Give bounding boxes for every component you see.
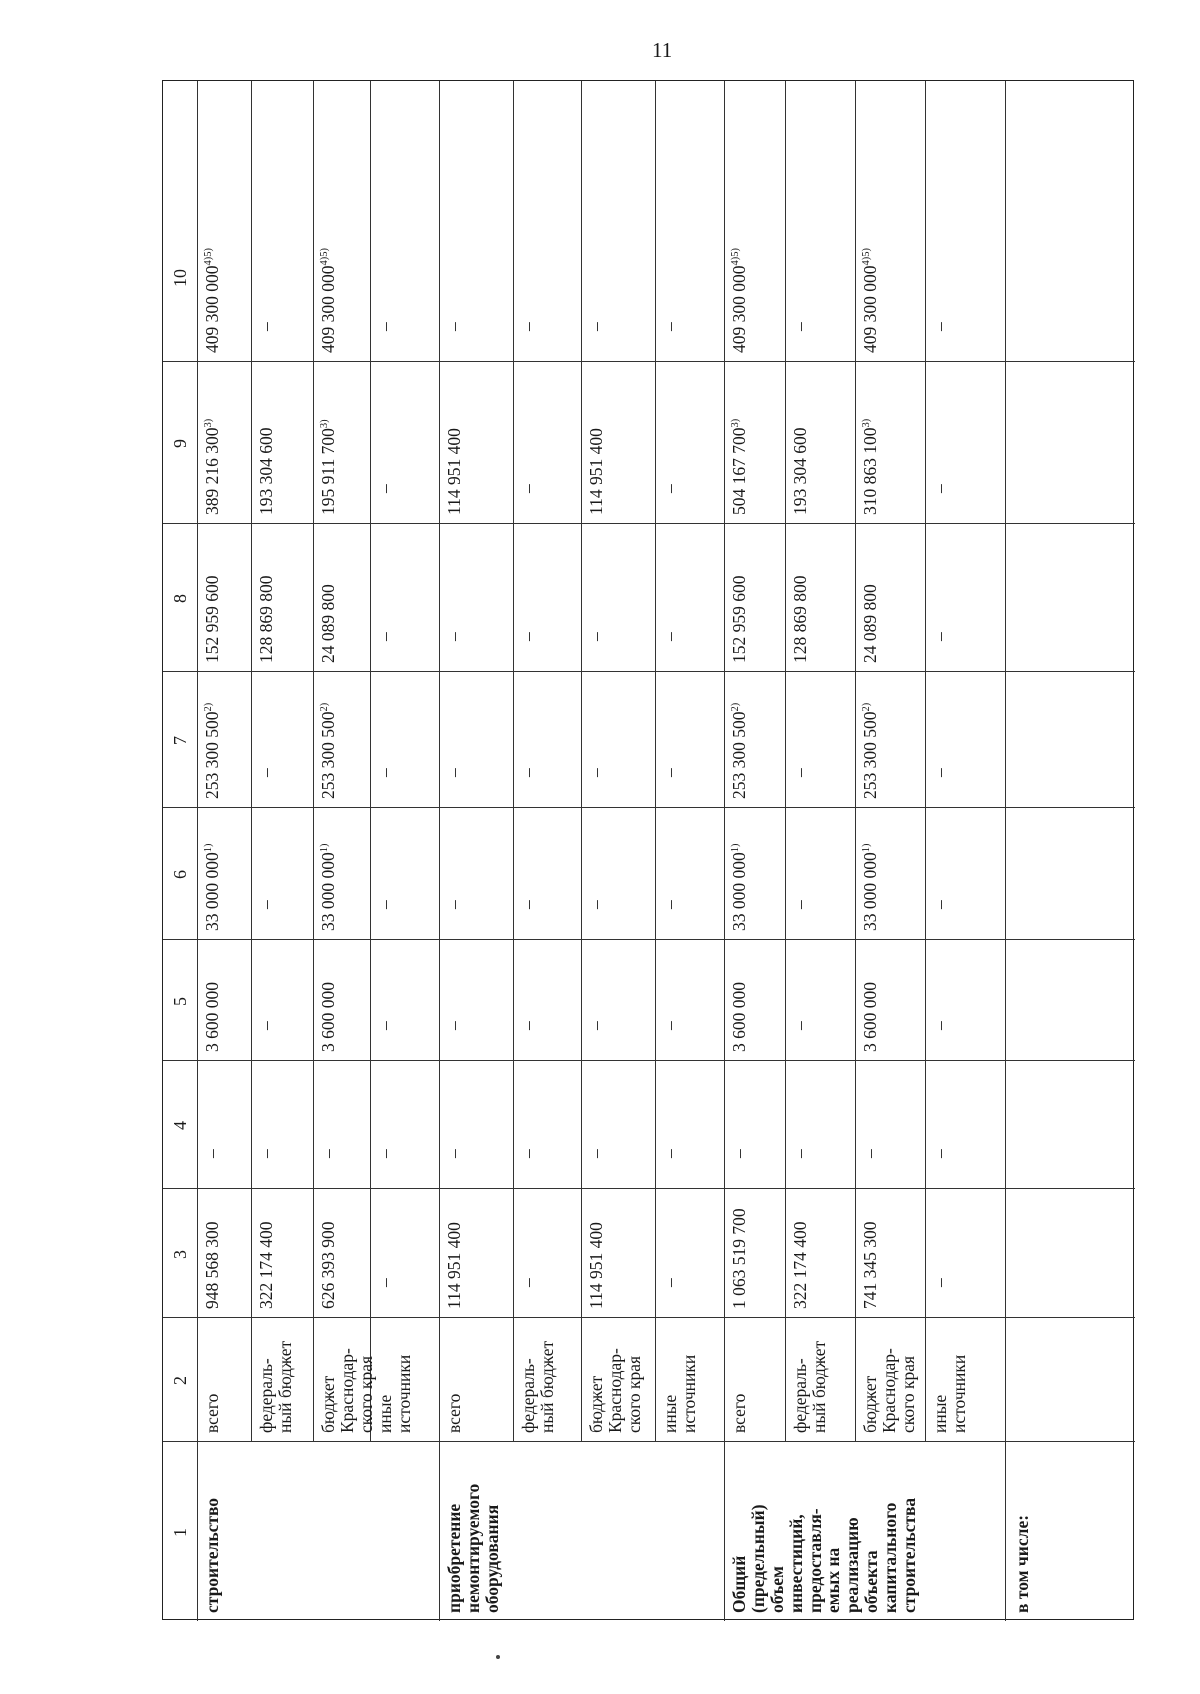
group-label: строительство (202, 1497, 222, 1613)
value-cell: 114 951 400 (586, 428, 606, 515)
value-cell: 310 863 100$^{3)}$ (860, 418, 880, 515)
empty-dash: – (318, 1149, 338, 1158)
column-divider (163, 1060, 1135, 1061)
empty-dash: – (375, 632, 395, 641)
row-divider (439, 81, 440, 1621)
empty-dash: – (586, 900, 606, 909)
value-cell: 128 869 800 (256, 575, 276, 663)
source-label: иные источники (660, 1354, 699, 1433)
empty-dash: – (930, 1149, 950, 1158)
row-divider (724, 81, 725, 1621)
value-cell: 193 304 600 (790, 427, 810, 515)
scan-speck (496, 1655, 500, 1659)
row-divider (655, 81, 656, 1441)
empty-dash: – (518, 484, 538, 493)
empty-dash: – (930, 768, 950, 777)
value-cell: 409 300 $000^{4)5)}$ (202, 248, 222, 353)
empty-dash: – (660, 900, 680, 909)
empty-dash: – (930, 1021, 950, 1030)
value-cell: 3 600 000 (202, 982, 222, 1052)
empty-dash: – (660, 484, 680, 493)
column-divider (163, 807, 1135, 808)
column-header: 1 (170, 1528, 190, 1537)
source-label: иные источники (930, 1354, 969, 1433)
value-cell: 409 300 $000^{4)5)}$ (860, 248, 880, 353)
empty-dash: – (444, 632, 464, 641)
row-divider (925, 81, 926, 1441)
column-divider (163, 1188, 1135, 1189)
empty-dash: – (660, 632, 680, 641)
empty-dash: – (518, 900, 538, 909)
row-divider (251, 81, 252, 1441)
empty-dash: – (790, 768, 810, 777)
column-divider (163, 939, 1135, 940)
empty-dash: – (660, 322, 680, 331)
source-label: бюджет Краснодар- ского края (586, 1348, 644, 1433)
source-label: бюджет Краснодар- ского края (318, 1348, 376, 1433)
empty-dash: – (518, 322, 538, 331)
empty-dash: – (256, 900, 276, 909)
source-label: федераль- ный бюджет (790, 1340, 829, 1433)
empty-dash: – (444, 768, 464, 777)
empty-dash: – (660, 1021, 680, 1030)
column-header: 3 (170, 1249, 190, 1259)
empty-dash: – (660, 1278, 680, 1287)
empty-dash: – (729, 1149, 749, 1158)
column-header: 4 (170, 1121, 190, 1130)
page-number: 11 (652, 38, 673, 62)
column-header: 7 (170, 736, 190, 745)
column-header: 10 (170, 269, 190, 287)
empty-dash: – (375, 1021, 395, 1030)
source-label: федераль- ный бюджет (518, 1340, 557, 1433)
value-cell: 322 174 400 (256, 1221, 276, 1309)
empty-dash: – (444, 1021, 464, 1030)
source-label: бюджет Краснодар- ского края (860, 1348, 918, 1433)
footer-label: в том числе: (1012, 1514, 1032, 1613)
value-cell: 33 000 000$^{1)}$ (202, 843, 222, 931)
empty-dash: – (444, 1149, 464, 1158)
value-cell: 33 000 000$^{1)}$ (318, 843, 338, 931)
column-divider (163, 1317, 1135, 1318)
empty-dash: – (930, 900, 950, 909)
row-divider (197, 81, 198, 1621)
empty-dash: – (930, 632, 950, 641)
row-divider (855, 81, 856, 1441)
value-cell: 948 568 300 (202, 1221, 222, 1309)
row-divider (313, 81, 314, 1441)
column-divider (163, 1441, 1135, 1442)
value-cell: 195 911 700$^{3)}$ (318, 419, 338, 515)
empty-dash: – (790, 900, 810, 909)
empty-dash: – (202, 1149, 222, 1158)
source-label: всего (202, 1393, 222, 1433)
value-cell: 253 300 500$^{2)}$ (318, 702, 338, 799)
value-cell: 504 167 700$^{3)}$ (729, 418, 749, 515)
row-divider (581, 81, 582, 1441)
value-cell: 24 089 800 (860, 584, 880, 663)
empty-dash: – (586, 1149, 606, 1158)
value-cell: 24 089 800 (318, 584, 338, 663)
row-divider (370, 81, 371, 1441)
value-cell: 193 304 600 (256, 427, 276, 515)
source-label: всего (729, 1393, 749, 1433)
value-cell: 114 951 400 (586, 1222, 606, 1309)
group-label: приобретение немонтируемого оборудования (444, 1483, 502, 1613)
source-label: иные источники (375, 1354, 414, 1433)
empty-dash: – (660, 768, 680, 777)
empty-dash: – (256, 768, 276, 777)
value-cell: 33 000 000$^{1)}$ (860, 843, 880, 931)
value-cell: 741 345 300 (860, 1221, 880, 1309)
empty-dash: – (444, 900, 464, 909)
empty-dash: – (790, 1021, 810, 1030)
column-header: 6 (170, 870, 190, 879)
value-cell: 409 300 $000^{4)5)}$ (729, 248, 749, 353)
column-header: 9 (170, 439, 190, 448)
empty-dash: – (660, 1149, 680, 1158)
column-header: 5 (170, 996, 190, 1006)
empty-dash: – (790, 1149, 810, 1158)
empty-dash: – (256, 322, 276, 331)
empty-dash: – (518, 1278, 538, 1287)
value-cell: 253 300 500$^{2)}$ (202, 702, 222, 799)
empty-dash: – (586, 632, 606, 641)
empty-dash: – (790, 322, 810, 331)
empty-dash: – (444, 322, 464, 331)
row-divider (1005, 81, 1006, 1621)
empty-dash: – (375, 900, 395, 909)
group-label: Общий (предельный) объем инвестиций, предоставля- емых на реализацию объекта капитального строительства (729, 1497, 920, 1613)
empty-dash: – (256, 1149, 276, 1158)
column-divider (163, 671, 1135, 672)
empty-dash: – (586, 1021, 606, 1030)
empty-dash: – (375, 484, 395, 493)
column-divider (163, 361, 1135, 362)
row-divider (513, 81, 514, 1441)
row-divider (785, 81, 786, 1441)
value-cell: 3 600 000 (318, 982, 338, 1052)
value-cell: 33 000 000$^{1)}$ (729, 843, 749, 931)
value-cell: 626 393 900 (318, 1221, 338, 1309)
empty-dash: – (256, 1021, 276, 1030)
empty-dash: – (518, 768, 538, 777)
empty-dash: – (586, 768, 606, 777)
empty-dash: – (930, 1278, 950, 1287)
value-cell: 114 951 400 (444, 428, 464, 515)
value-cell: 114 951 400 (444, 1222, 464, 1309)
value-cell: 128 869 800 (790, 575, 810, 663)
empty-dash: – (586, 322, 606, 331)
empty-dash: – (518, 632, 538, 641)
empty-dash: – (930, 484, 950, 493)
column-header: 8 (170, 594, 190, 603)
value-cell: 3 600 000 (729, 982, 749, 1052)
value-cell: 3 600 000 (860, 982, 880, 1052)
budget-table (162, 80, 1134, 1620)
value-cell: 253 300 500$^{2)}$ (729, 702, 749, 799)
column-header: 2 (170, 1376, 190, 1385)
source-label: федераль- ный бюджет (256, 1340, 295, 1433)
empty-dash: – (375, 768, 395, 777)
empty-dash: – (518, 1149, 538, 1158)
value-cell: 1 063 519 700 (729, 1208, 749, 1309)
empty-dash: – (375, 322, 395, 331)
value-cell: 253 300 500$^{2)}$ (860, 702, 880, 799)
value-cell: 152 959 600 (202, 575, 222, 663)
value-cell: 409 300 $000^{4)5)}$ (318, 248, 338, 353)
column-divider (163, 523, 1135, 524)
empty-dash: – (518, 1021, 538, 1030)
empty-dash: – (375, 1149, 395, 1158)
value-cell: 322 174 400 (790, 1221, 810, 1309)
empty-dash: – (930, 322, 950, 331)
empty-dash: – (860, 1149, 880, 1158)
value-cell: 152 959 600 (729, 575, 749, 663)
value-cell: 389 216 300$^{3)}$ (202, 418, 222, 515)
empty-dash: – (375, 1278, 395, 1287)
source-label: всего (444, 1393, 464, 1433)
